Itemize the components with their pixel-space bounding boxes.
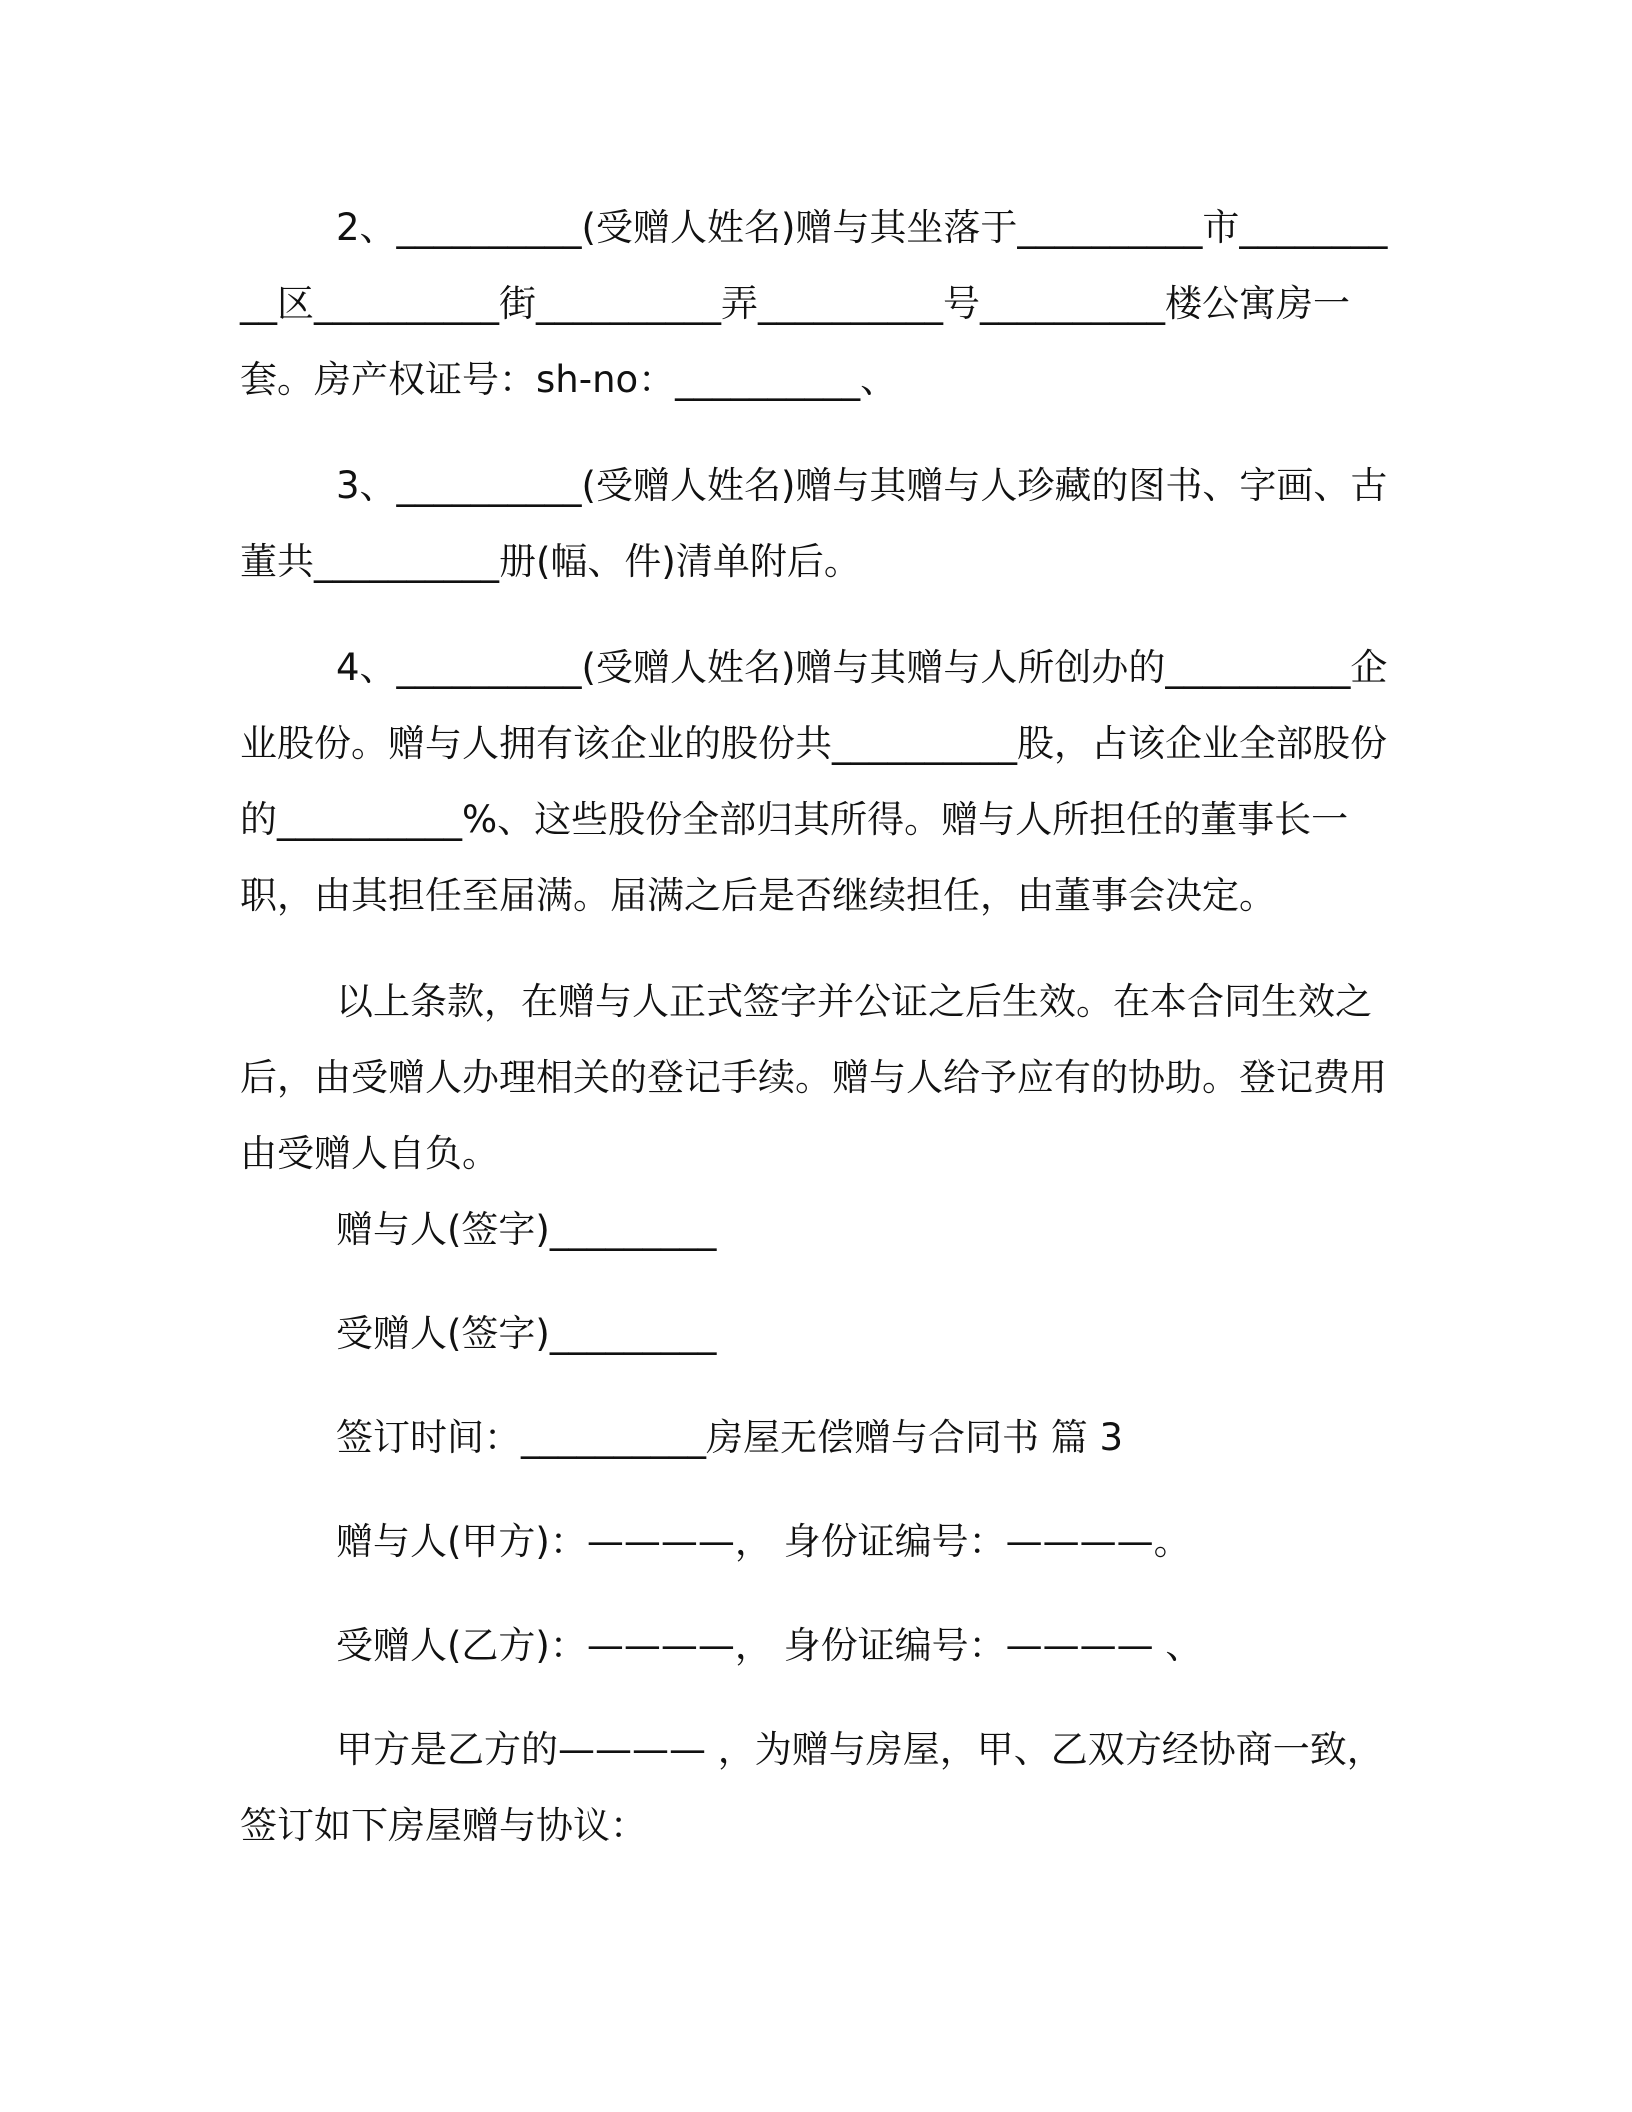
clause-3: 3、__________(受赠人姓名)赠与其赠与人珍藏的图书、字画、古董共__________册(幅、件)清单附后。 [240, 464, 1388, 583]
clause-4: 4、__________(受赠人姓名)赠与其赠与人所创办的__________企业股份。赠与人拥有该企业的股份共__________股，占该企业全部股份的__________%、这些股份全部归其所得。赠与人所担任的董事长一职，由其担任至届满。届满之后是否继续担任，由董事会决定。 [240, 646, 1388, 917]
donor-signature-line: 赠与人(签字)_________ [336, 1208, 717, 1251]
document-body [240, 190, 1390, 1864]
clause-2: 2、__________(受赠人姓名)赠与其坐落于__________市__________区__________街__________弄__________号__________楼公寓房一套。房产权证号：sh-no：__________、 [240, 206, 1388, 401]
donee-signature-line: 受赠人(签字)_________ [336, 1312, 717, 1355]
agreement-intro: 甲方是乙方的———— ，为赠与房屋，甲、乙双方经协商一致，签订如下房屋赠与协议： [240, 1728, 1384, 1847]
party-a-line: 赠与人(甲方)：————， 身份证编号：————。 [336, 1520, 1191, 1563]
party-b-line: 受赠人(乙方)：————， 身份证编号：———— 、 [336, 1624, 1203, 1667]
signing-date-line: 签订时间：__________房屋无偿赠与合同书 篇 3 [336, 1416, 1124, 1459]
effect-clause: 以上条款，在赠与人正式签字并公证之后生效。在本合同生效之后，由受赠人办理相关的登记手续。赠与人给予应有的协助。登记费用由受赠人自负。 [240, 980, 1387, 1175]
